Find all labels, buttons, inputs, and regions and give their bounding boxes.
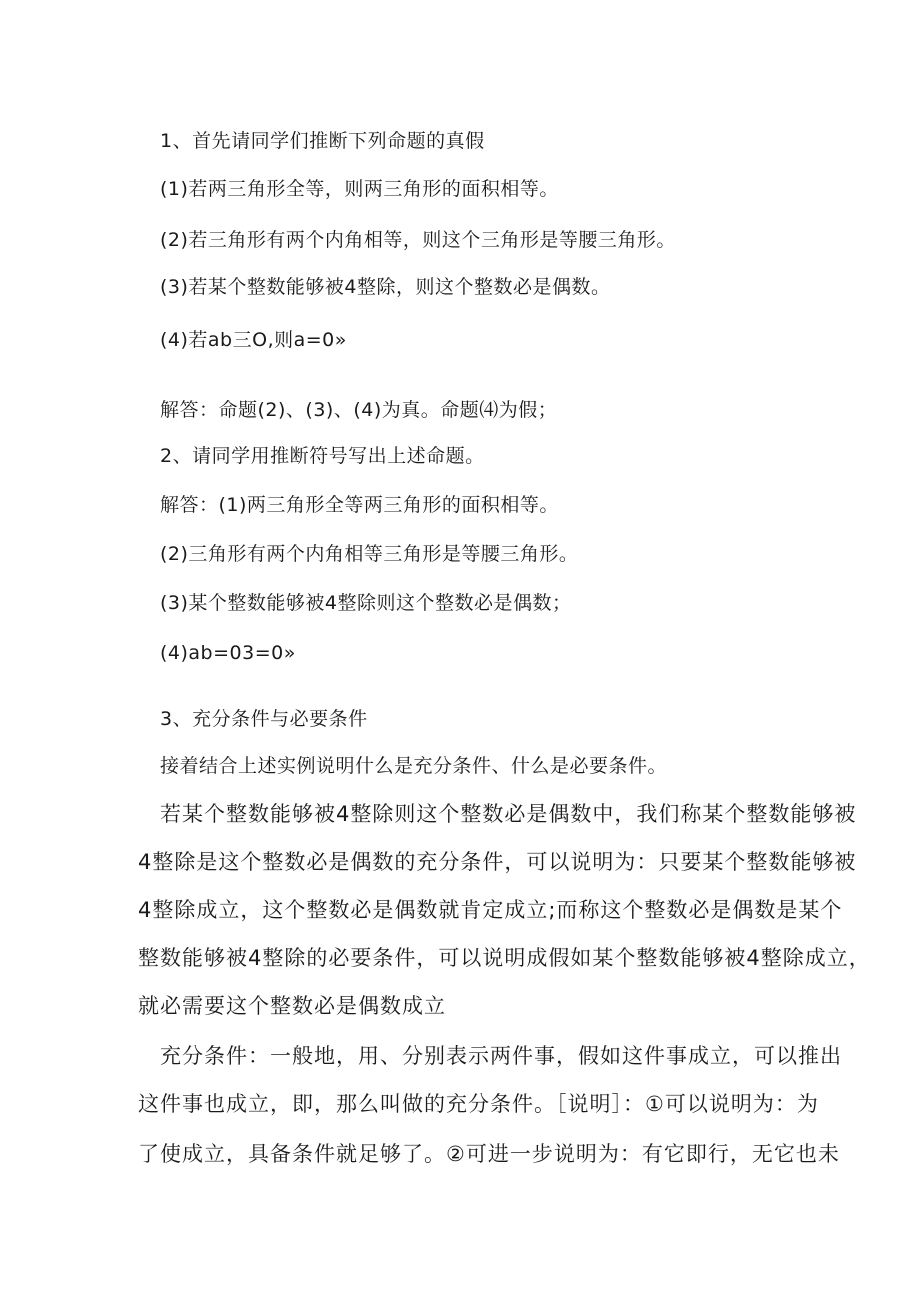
paragraph-2-line-2: 这件事也成立，即，那么叫做的充分条件。［说明］：①可以说明为：为 (138, 1092, 819, 1116)
paragraph-1-line-4: 整数能够被4整除的必要条件，可以说明成假如某个整数能够被4整除成立， (138, 946, 871, 970)
section-3-intro: 接着结合上述实例说明什么是充分条件、什么是必要条件。 (160, 755, 668, 777)
proposition-3: (3)若某个整数能够被4整除，则这个整数必是偶数。 (160, 276, 611, 298)
proposition-1: (1)若两三角形全等，则两三角形的面积相等。 (160, 178, 559, 200)
answer-2-line-1: 解答：(1)两三角形全等两三角形的面积相等。 (160, 494, 559, 516)
answer-2-line-2: (2)三角形有两个内角相等三角形是等腰三角形。 (160, 543, 579, 565)
proposition-2: (2)若三角形有两个内角相等，则这个三角形是等腰三角形。 (160, 229, 676, 251)
answer-2-line-4: (4)ab=03=0» (160, 642, 296, 664)
question-1-heading: 1、首先请同学们推断下列命题的真假 (160, 130, 485, 152)
answer-1: 解答：命题(2)、(3)、(4)为真。命题⑷为假； (160, 399, 558, 421)
paragraph-2-line-1: 充分条件：一般地，用、分别表示两件事，假如这件事成立，可以推出 (160, 1044, 842, 1068)
paragraph-1-line-5: 就必需要这个整数必是偶数成立 (138, 994, 446, 1018)
paragraph-1-line-2: 4整除是这个整数必是偶数的充分条件，可以说明为：只要某个整数能够被 (138, 850, 857, 874)
section-3-heading: 3、充分条件与必要条件 (160, 708, 368, 730)
paragraph-2-line-3: 了使成立，具备条件就足够了。②可进一步说明为：有它即行，无它也未 (138, 1142, 840, 1166)
proposition-4: (4)若ab三O,则a=0» (160, 329, 347, 351)
answer-2-line-3: (3)某个整数能够被4整除则这个整数必是偶数； (160, 592, 572, 614)
question-2-heading: 2、请同学用推断符号写出上述命题。 (160, 445, 485, 467)
paragraph-1-line-3: 4整除成立，这个整数必是偶数就肯定成立;而称这个整数必是偶数是某个 (138, 898, 843, 922)
paragraph-1-line-1: 若某个整数能够被4整除则这个整数必是偶数中，我们称某个整数能够被 (160, 802, 857, 826)
